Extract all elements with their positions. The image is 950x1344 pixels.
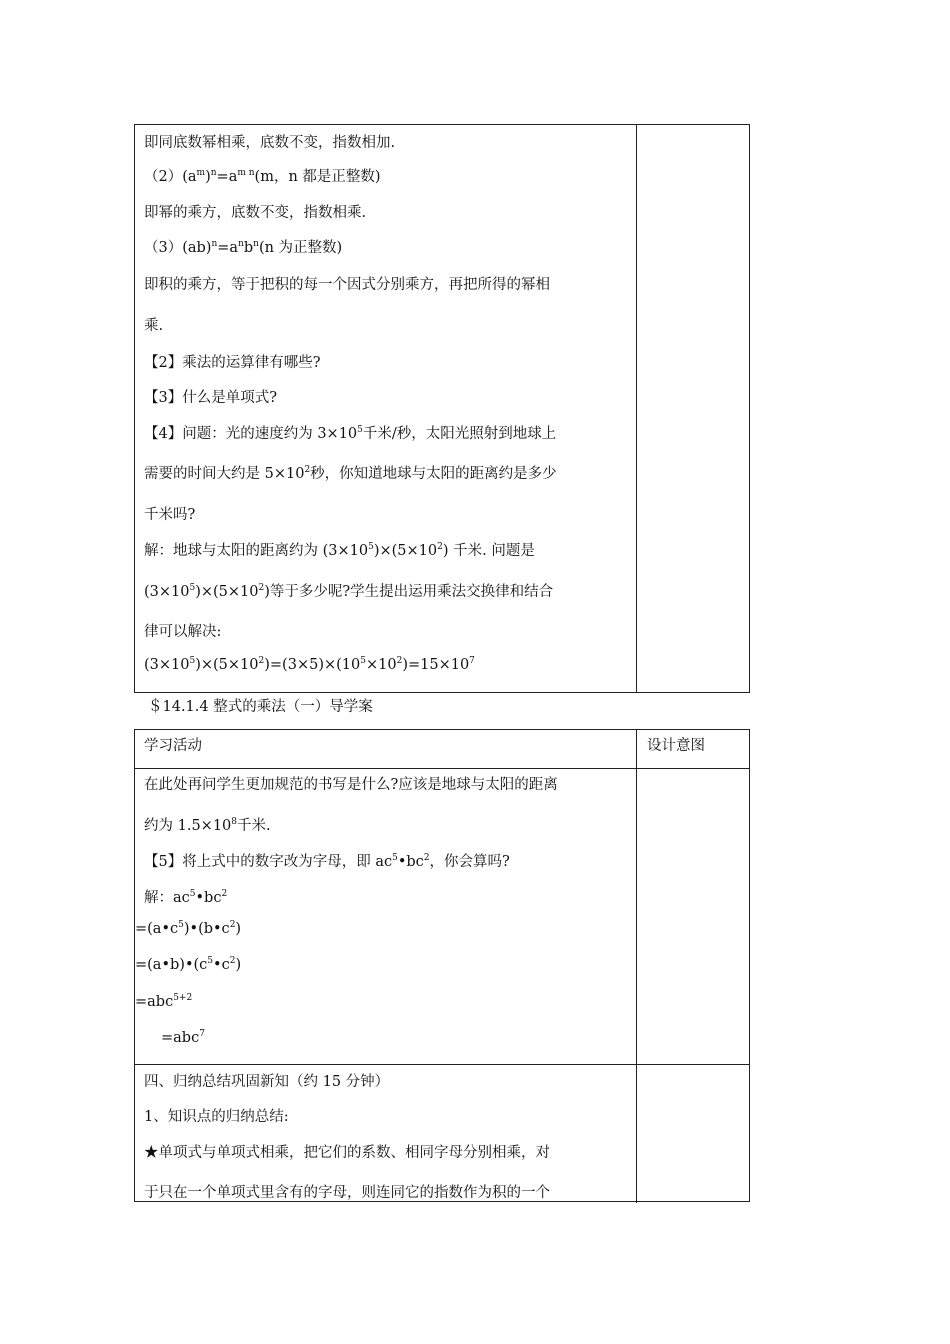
text-line: 四、归纳总结巩固新知（约 15 分钟） — [144, 1074, 390, 1090]
text-line: 律可以解决: — [144, 624, 222, 640]
table-cell-side — [637, 1065, 749, 1203]
text-line: $(3\times 10^5)\times(5\times 10^2)=(3\times 5)\times(10^5\times 10^2)=15\times 10^7$ — [144, 656, 475, 673]
header-design-intent — [637, 730, 749, 768]
table-row — [135, 768, 749, 1064]
text-line: 乘. — [144, 318, 164, 334]
text-line: $(3)(ab)^n=a^nb^n(n$ 为正整数) — [144, 239, 343, 256]
header-learning-activity — [135, 730, 637, 768]
table-header-row — [135, 730, 749, 768]
text-line: $=(a•b)•(c^5•c^2)$ — [135, 956, 242, 973]
text-line: 即积的乘方，等于把积的每一个因式分别乘方，再把所得的幂相 — [144, 277, 550, 293]
text-line: 【4】问题：光的速度约为 $3\times 10^5$千米/秒，太阳光照射到地球上 — [144, 425, 557, 442]
table-row — [135, 125, 749, 692]
text-line: 在此处再问学生更加规范的书写是什么?应该是地球与太阳的距离 — [144, 777, 558, 793]
table-cell-side — [637, 769, 749, 1064]
text-line: 1、知识点的归纳总结: — [144, 1109, 289, 1125]
text-line: 约为 $1.5\times 10^8$千米. — [144, 817, 271, 834]
text-line: =abc$^7$ — [161, 1029, 205, 1046]
document-caption: ＄14.1.4 整式的乘法（一）导学案 — [148, 699, 373, 715]
header-label: 设计意图 — [647, 738, 705, 754]
text-line: 即幂的乘方，底数不变，指数相乘. — [144, 205, 367, 221]
table-row — [135, 1064, 749, 1203]
text-line: 解：$ac^5•bc^2$ — [144, 889, 228, 906]
table-cell-content — [135, 769, 637, 1064]
text-line: 千米吗? — [144, 507, 196, 523]
text-line: 【2】乘法的运算律有哪些? — [144, 355, 321, 371]
text-line: $(2)(a^m)^n=a^{m n}(m$，n 都是正整数) — [144, 168, 381, 185]
table-cell-content — [135, 125, 637, 692]
text-line: $(3\times 10^5)\times(5\times 10^2)$等于多少呢?学生提出运用乘法交换律和结合 — [144, 583, 554, 600]
text-line: =abc$^{5+2}$ — [135, 993, 193, 1010]
table-top — [134, 124, 750, 693]
table-bottom — [134, 729, 750, 1202]
text-line: 【5】将上式中的数字改为字母，即 $ac^5•bc^2$，你会算吗? — [144, 853, 510, 870]
table-cell-side — [637, 125, 749, 692]
text-line: 需要的时间大约是 $5\times 10^2$秒，你知道地球与太阳的距离约是多少 — [144, 465, 557, 482]
text-line: 于只在一个单项式里含有的字母，则连同它的指数作为积的一个 — [144, 1185, 550, 1201]
text-line: 即同底数幂相乘，底数不变，指数相加. — [144, 135, 396, 151]
header-label: 学习活动 — [144, 738, 202, 754]
table-cell-content — [135, 1065, 637, 1203]
text-line: $=(a•c^5)•(b•c^2)$ — [135, 920, 242, 937]
text-line: 解：地球与太阳的距离约为 $(3\times 10^5)\times(5\times 10^2)$ 千米. 问题是 — [144, 542, 535, 559]
text-line: 【3】什么是单项式? — [144, 390, 277, 406]
text-line: ★单项式与单项式相乘，把它们的系数、相同字母分别相乘，对 — [144, 1145, 550, 1161]
